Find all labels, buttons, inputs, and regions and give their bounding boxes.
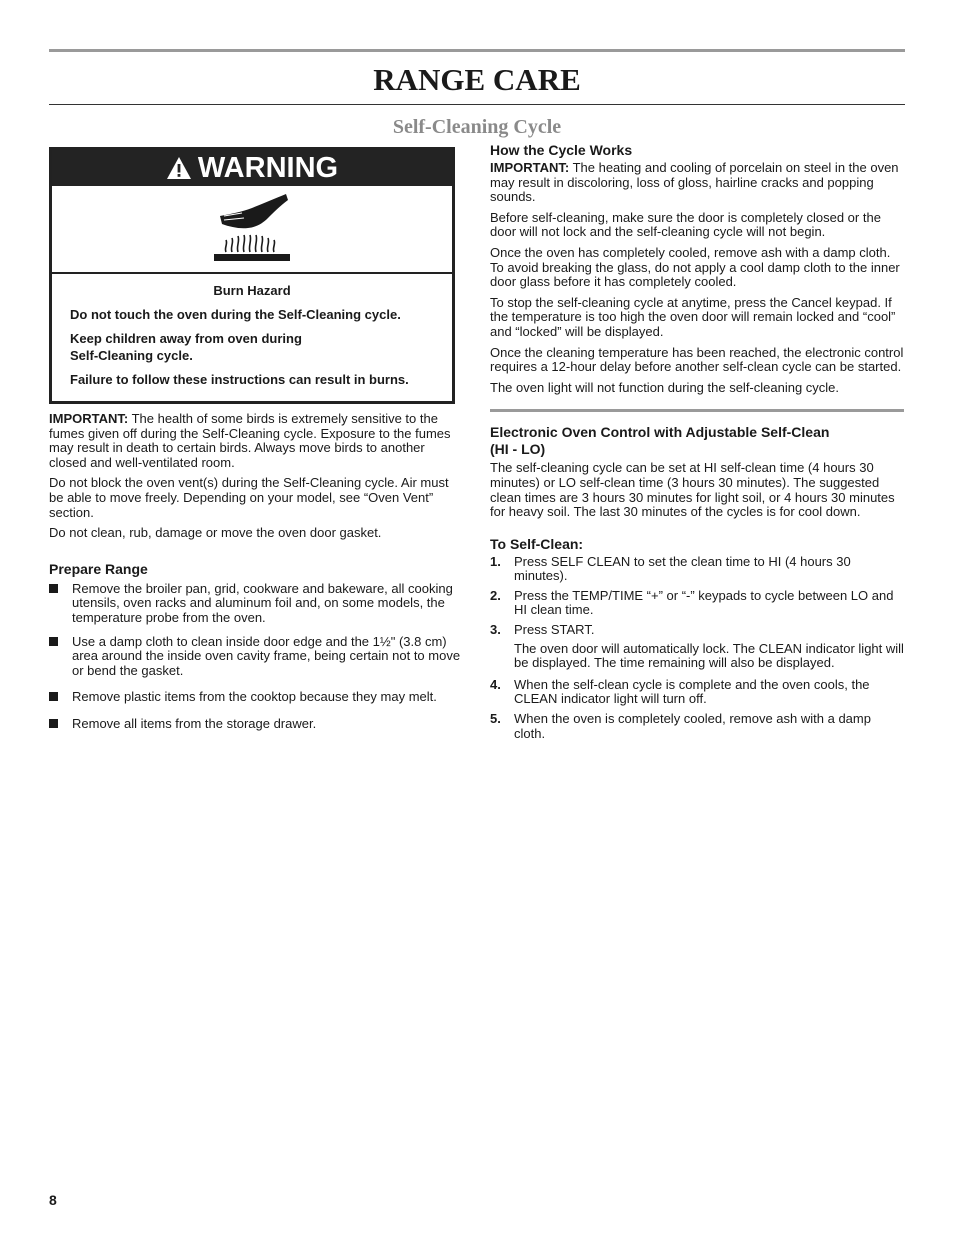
warning-header <box>52 150 452 186</box>
electronic-control-heading: Electronic Oven Control with Adjustable Self-Clean (HI - LO) <box>490 424 830 458</box>
paragraph: To stop the self-cleaning cycle at anytime, press the Cancel keypad. If the temperature is too high the oven door will remain locked and “cool” and “locked” will be displayed. <box>490 294 896 339</box>
important-text: The health of some birds is extremely sensitive to the fumes given off during the Self-Cleaning cycle. Exposure to the fumes may result in death to certain birds. Always move birds to another closed and well-ventilated room. <box>49 411 451 470</box>
left-column <box>49 147 461 740</box>
page-number: 8 <box>49 1192 57 1208</box>
warning-line: Do not touch the oven during the Self-Cleaning cycle. <box>70 307 401 322</box>
hazard-title: Burn Hazard <box>213 283 291 298</box>
porcelain-important-paragraph: IMPORTANT: The heating and cooling of porcelain on steel in the oven may result in discoloring, loss of gloss, hairline cracks and popping sounds. <box>490 160 899 205</box>
to-self-clean-heading: To Self-Clean: <box>490 535 584 552</box>
title-rule <box>49 104 905 105</box>
square-bullet-icon <box>49 719 58 728</box>
steps-list <box>490 555 904 742</box>
paragraph: Once the oven has completely cooled, remove ash with a damp cloth. To avoid breaking the glass, do not apply a cool damp cloth to the inner door glass before it has completely cooled. <box>490 244 900 290</box>
page-title: RANGE CARE <box>373 62 581 97</box>
top-rule <box>49 49 905 52</box>
warning-line: Self-Cleaning cycle. <box>70 348 193 363</box>
section-title: Self-Cleaning Cycle <box>392 116 562 138</box>
birds-important-paragraph <box>49 412 461 470</box>
burn-hazard-icon <box>52 186 452 274</box>
prepare-list <box>49 582 461 732</box>
warning-label: WARNING <box>197 151 339 184</box>
warning-box <box>49 147 455 404</box>
paragraph: Once the cleaning temperature has been reached, the electronic control requires a 12-hour delay before another self-clean cycle can be started. <box>490 344 904 375</box>
warning-line: Failure to follow these instructions can result in burns. <box>70 372 409 387</box>
important-label: IMPORTANT: <box>49 411 129 426</box>
warning-line: Keep children away from oven during <box>70 331 302 346</box>
prepare-range-heading: Prepare Range <box>49 560 148 577</box>
warning-triangle-icon <box>166 156 192 180</box>
list-item: 2. Press the TEMP/TIME “+” or “-” keypads to cycle between LO and HI clean time. <box>490 587 894 618</box>
vent-paragraph: Do not block the oven vent(s) during the Self-Cleaning cycle. Air must be able to move freely. Depending on your model, see “Oven Vent” section. <box>49 475 449 520</box>
list-item: Remove the broiler pan, grid, cookware and bakeware, all cooking utensils, oven racks and aluminum foil and, on some models, the temperature probe from the oven. <box>49 582 461 626</box>
section-rule <box>490 409 904 412</box>
square-bullet-icon <box>49 692 58 701</box>
important-label: IMPORTANT: <box>490 160 570 175</box>
step-note: The oven door will automatically lock. The CLEAN indicator light will be displayed. The time remaining will also be displayed. <box>514 640 904 671</box>
paragraph: Before self-cleaning, make sure the door is completely closed or the door will not lock and the self-cleaning cycle will not begin. <box>490 209 881 240</box>
list-item: Use a damp cloth to clean inside door edge and the 1½" (3.8 cm) area around the inside oven cavity frame, being certain not to move or bend the gasket. <box>49 635 461 679</box>
list-item: 3. Press START. <box>490 622 595 638</box>
list-item: Remove plastic items from the cooktop because they may melt. <box>49 690 461 705</box>
gasket-paragraph: Do not clean, rub, damage or move the oven door gasket. <box>49 525 382 541</box>
square-bullet-icon <box>49 637 58 646</box>
list-item: 5. When the oven is completely cooled, remove ash with a damp cloth. <box>490 711 871 741</box>
square-bullet-icon <box>49 584 58 593</box>
how-cycle-works-heading: How the Cycle Works <box>490 142 633 158</box>
list-item: 4. When the self-clean cycle is complete and the oven cools, the CLEAN indicator light will turn off. <box>490 676 870 707</box>
warning-body <box>52 274 452 401</box>
right-column <box>490 142 904 746</box>
list-item: Remove all items from the storage drawer. <box>49 717 461 732</box>
paragraph: The self-cleaning cycle can be set at HI self-clean time (4 hours 30 minutes) or LO self-clean time (3 hours 30 minutes). The suggested clean times are 3 hours 30 minutes for light soil, or 4 hours 30 minutes for heavy soil. The last 30 minutes of the cycles is for cool down. <box>490 460 895 520</box>
paragraph: The oven light will not function during the self-cleaning cycle. <box>490 379 840 395</box>
list-item: 1. Press SELF CLEAN to set the clean time to HI (4 hours 30 minutes). <box>490 553 851 584</box>
